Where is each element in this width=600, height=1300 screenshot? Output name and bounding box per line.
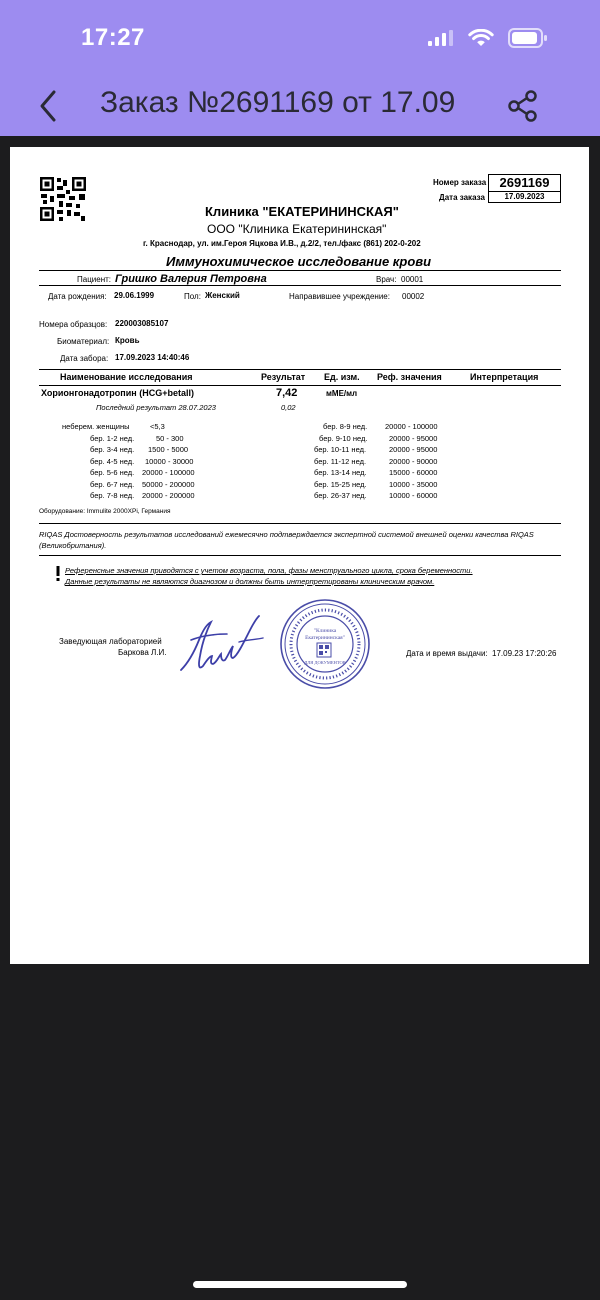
clinic-name: Клиника "ЕКАТЕРИНИНСКАЯ" bbox=[205, 204, 399, 219]
patient-label: Пациент: bbox=[77, 275, 112, 284]
divider bbox=[39, 523, 561, 524]
head-lab-label: Заведующая лабораторией bbox=[59, 637, 162, 646]
battery-icon bbox=[508, 28, 548, 48]
head-lab-name: Баркова Л.И. bbox=[118, 648, 167, 657]
app-header bbox=[0, 0, 600, 136]
riqas-note: RIQAS Достоверность результатов исследований ежемесячно подтверждается экспертной системой внешней оценки качества RIQAS (Великобритания). bbox=[39, 530, 534, 550]
signature bbox=[173, 612, 265, 674]
test-name: Хорионгонадотропин (HCG+betall) bbox=[41, 388, 194, 398]
clinic-stamp bbox=[279, 598, 371, 690]
ref-table-left bbox=[62, 421, 195, 502]
divider bbox=[39, 385, 561, 386]
biomaterial-label: Биоматериал: bbox=[57, 337, 110, 346]
home-indicator[interactable] bbox=[193, 1281, 407, 1288]
last-result-label: Последний результат 28.07.2023 bbox=[96, 403, 216, 412]
ref-row: бер. 6-7 нед. 50000 - 200000 bbox=[90, 479, 195, 489]
document-title: Иммунохимическое исследование крови bbox=[166, 254, 432, 269]
order-number-label: Номер заказа bbox=[433, 178, 487, 187]
svg-text:Екатерининская": Екатерининская" bbox=[305, 635, 345, 641]
patient-name: Гришко Валерия Петровна bbox=[115, 273, 267, 285]
sex-label: Пол: bbox=[184, 292, 201, 301]
ref-row: бер. 11-12 нед. 20000 - 90000 bbox=[314, 456, 438, 466]
ref-row: неберем. женщины <5,3 bbox=[62, 422, 165, 431]
ref-row: бер. 3-4 нед. 1500 - 5000 bbox=[90, 445, 189, 454]
col-header-interpretation: Интерпретация bbox=[470, 372, 539, 382]
doctor-value: 00001 bbox=[401, 275, 424, 284]
ref-row: бер. 26-37 нед. 10000 - 60000 bbox=[314, 491, 438, 500]
col-header-ref: Реф. значения bbox=[377, 372, 442, 382]
issue-label: Дата и время выдачи: bbox=[406, 649, 488, 658]
collect-label: Дата забора: bbox=[60, 354, 109, 363]
referrer-value: 00002 bbox=[402, 292, 425, 301]
ref-table-right bbox=[313, 421, 438, 502]
last-result-value: 0,02 bbox=[281, 403, 296, 412]
clinic-company: ООО "Клиника Екатерининская" bbox=[207, 222, 387, 236]
cellular-signal-icon bbox=[428, 30, 454, 46]
share-icon[interactable] bbox=[507, 90, 539, 122]
col-header-result: Результат bbox=[261, 372, 306, 382]
divider bbox=[39, 555, 561, 556]
biomaterial-value: Кровь bbox=[115, 336, 140, 345]
ref-row: бер. 4-5 нед. 10000 - 30000 bbox=[90, 456, 194, 466]
col-header-unit: Ед. изм. bbox=[324, 372, 360, 382]
status-icons bbox=[428, 28, 548, 48]
clinic-address: г. Краснодар, ул. им.Героя Яцкова И.В., д.2/2, тел./факс (861) 202-0-202 bbox=[143, 239, 421, 248]
ref-row: бер. 1-2 нед. 50 - 300 bbox=[90, 433, 184, 443]
divider bbox=[39, 285, 561, 286]
equipment: Оборудование: Immulite 2000XPi, Германия bbox=[39, 508, 171, 515]
issue-value: 17.09.23 17:20:26 bbox=[492, 649, 557, 658]
dob-label: Дата рождения: bbox=[48, 292, 107, 301]
page-title: Заказ №2691169 от 17.09 bbox=[100, 86, 456, 119]
svg-text:"Клиника: "Клиника bbox=[313, 628, 337, 634]
ref-row: бер. 8-9 нед. 20000 - 100000 bbox=[323, 422, 438, 431]
ref-row: бер. 9-10 нед. 20000 - 95000 bbox=[319, 433, 438, 443]
lab-result-document bbox=[10, 147, 589, 964]
qr-code-icon bbox=[39, 176, 87, 222]
warning-diagnosis: Данные результаты не являются диагнозом и должны быть интерпретированы клиническим врачом. bbox=[65, 577, 435, 586]
wifi-icon bbox=[468, 29, 494, 47]
dob-value: 29.06.1999 bbox=[114, 291, 155, 300]
svg-text:ДЛЯ ДОКУМЕНТОВ: ДЛЯ ДОКУМЕНТОВ bbox=[304, 660, 346, 665]
sex-value: Женский bbox=[205, 291, 240, 300]
collect-value: 17.09.2023 14:40:46 bbox=[115, 353, 190, 362]
test-unit: мМЕ/мл bbox=[326, 389, 358, 398]
samples-label: Номера образцов: bbox=[39, 320, 108, 329]
exclamation-icon bbox=[55, 566, 61, 582]
ref-row: бер. 7-8 нед. 20000 - 200000 bbox=[90, 491, 195, 500]
order-number: 2691169 bbox=[488, 174, 561, 192]
ref-row: бер. 15-25 нед. 10000 - 35000 bbox=[314, 479, 438, 489]
ref-row: бер. 13-14 нед. 15000 - 60000 bbox=[314, 468, 438, 477]
divider bbox=[39, 270, 561, 271]
status-time: 17:27 bbox=[81, 24, 145, 51]
samples-value: 220003085107 bbox=[115, 319, 169, 328]
order-date: 17.09.2023 bbox=[488, 191, 561, 203]
back-arrow-icon[interactable] bbox=[34, 88, 64, 124]
divider bbox=[39, 369, 561, 370]
doctor-label: Врач: bbox=[376, 275, 397, 284]
ref-row: бер. 10-11 нед. 20000 - 95000 bbox=[314, 445, 438, 454]
test-result: 7,42 bbox=[276, 387, 298, 399]
ref-row: бер. 5-6 нед. 20000 - 100000 bbox=[90, 468, 195, 477]
warning-reference: Референсные значения приводятся с учетом возраста, пола, фазы менструального цикла, срока беременности. bbox=[65, 566, 473, 575]
col-header-test: Наименование исследования bbox=[60, 372, 193, 382]
referrer-label: Направившее учреждение: bbox=[289, 292, 390, 301]
order-date-label: Дата заказа bbox=[439, 193, 485, 202]
